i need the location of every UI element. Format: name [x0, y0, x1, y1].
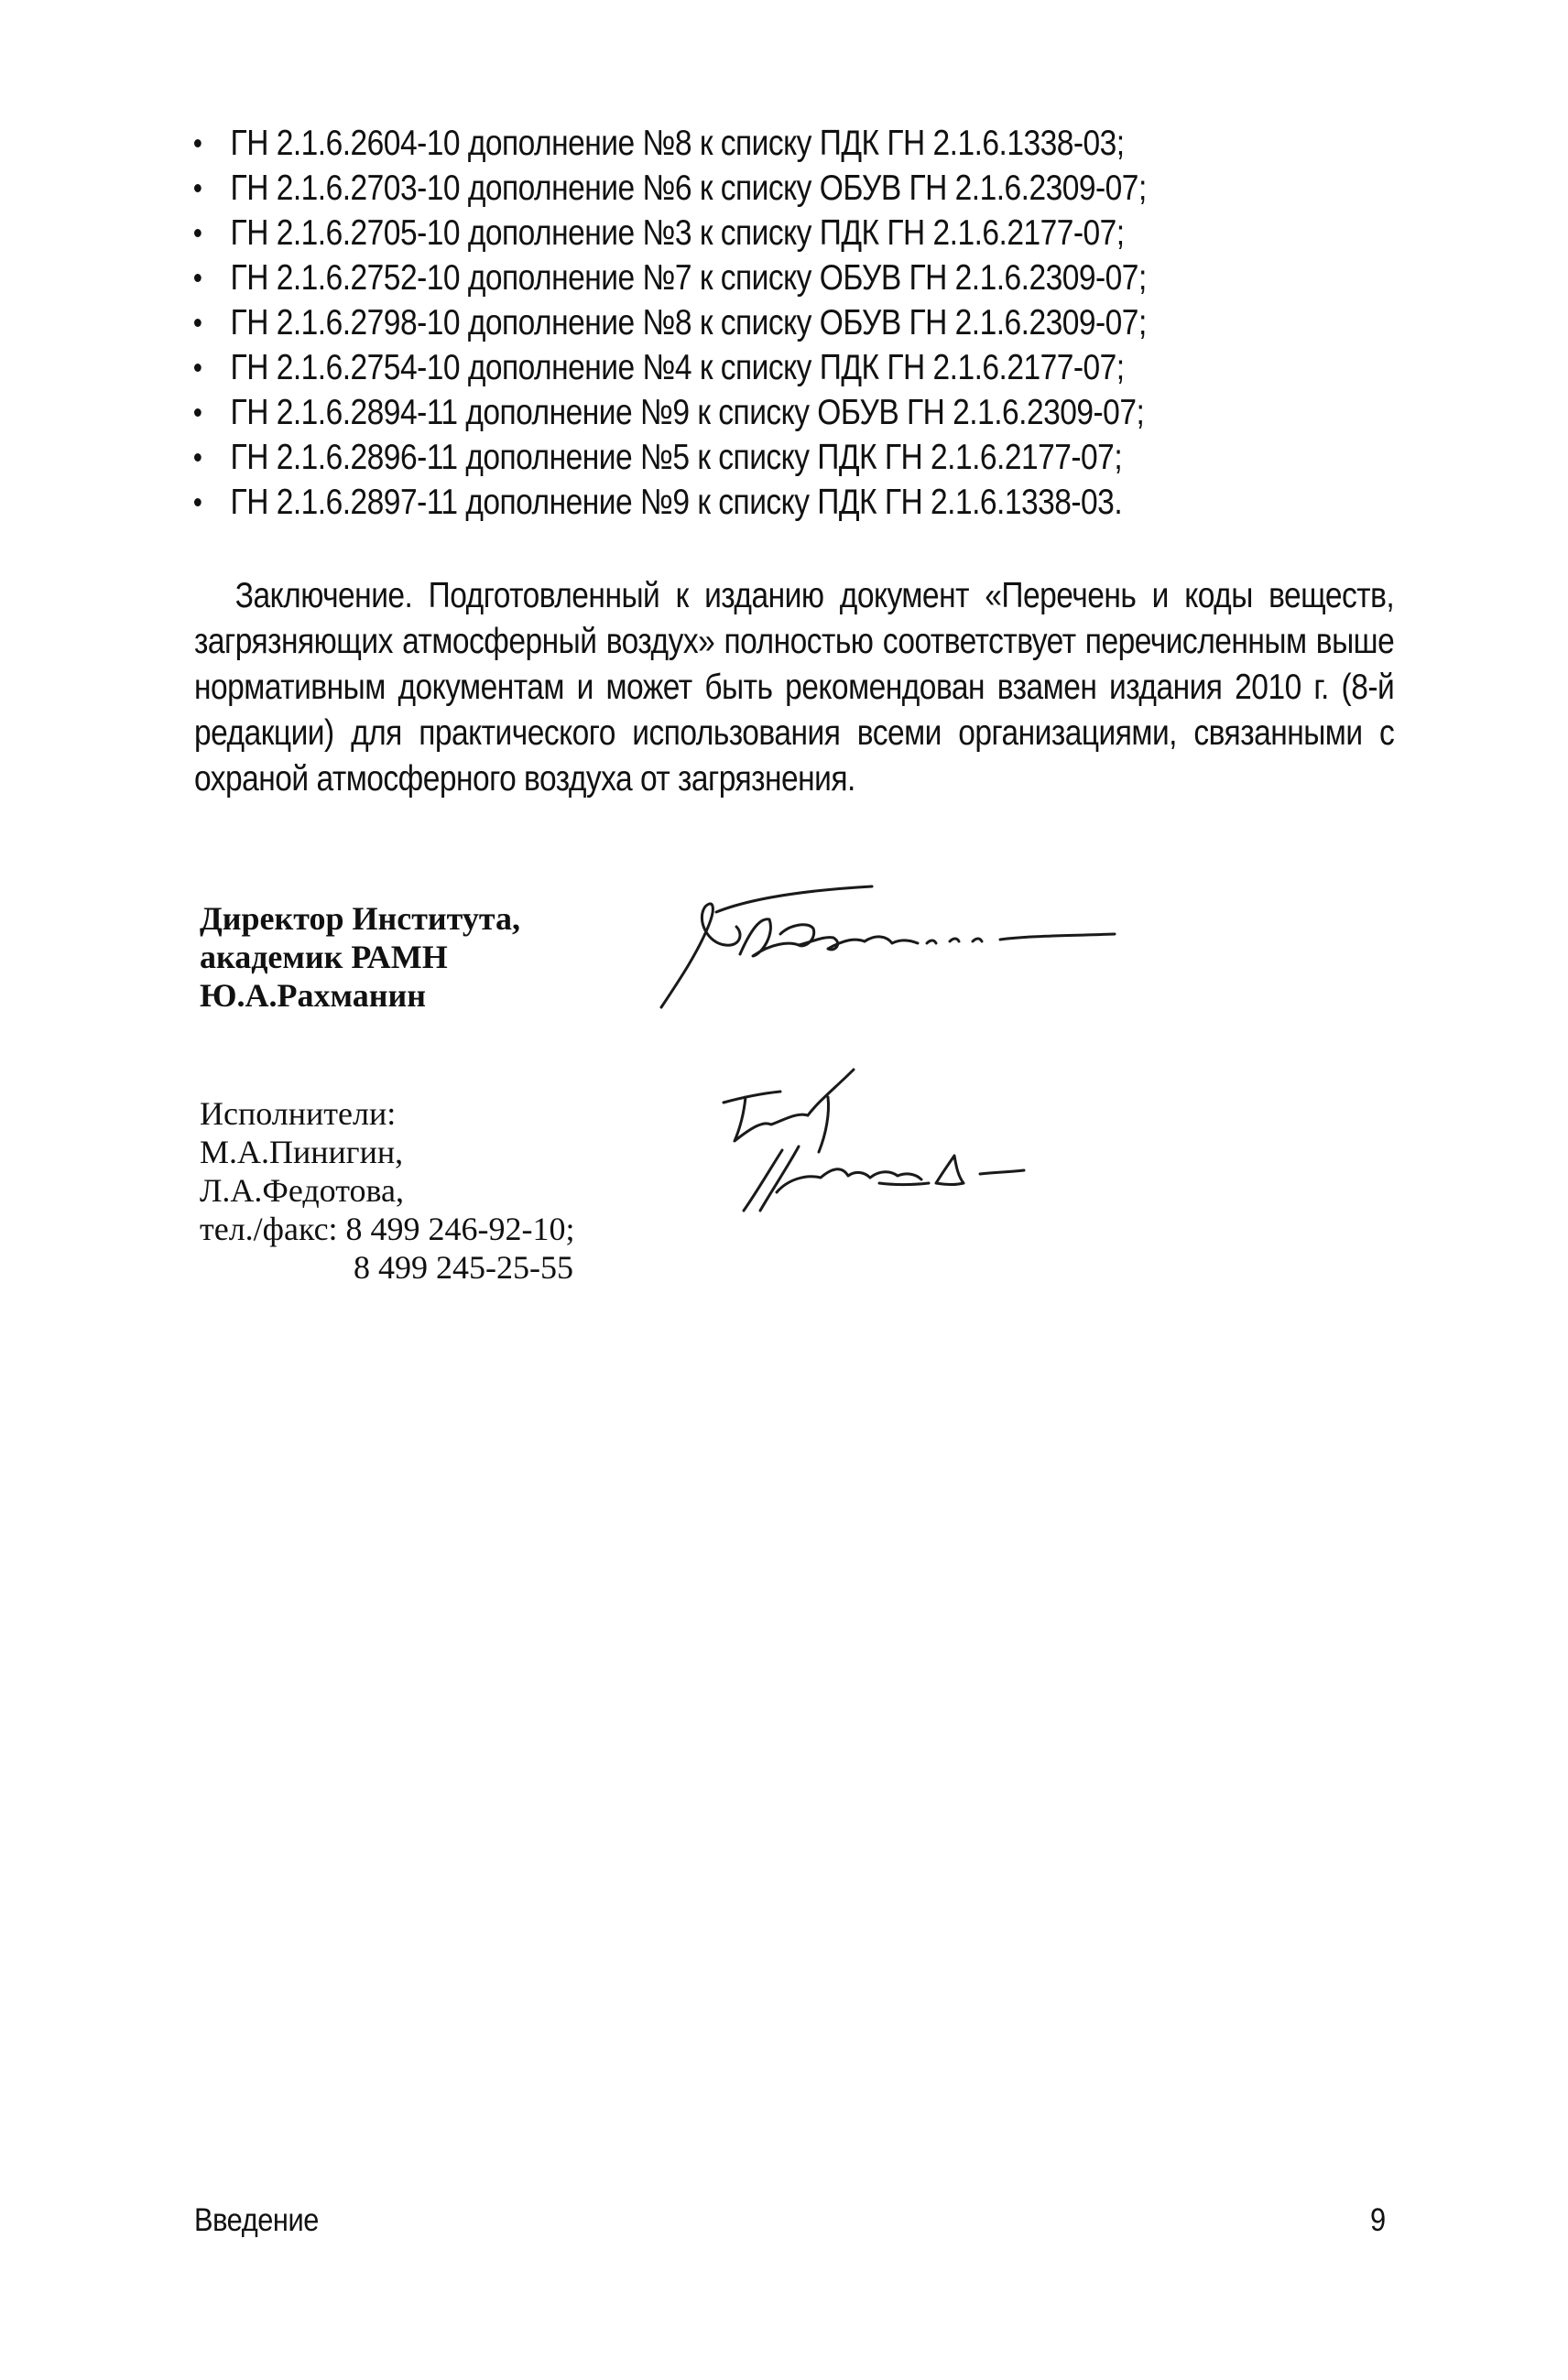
list-item-text: ГН 2.1.6.2897-11 дополнение №9 к списку ПДК ГН 2.1.6.1338-03. — [230, 483, 1123, 522]
executors-heading: Исполнители: — [200, 1095, 397, 1132]
list-item-text: ГН 2.1.6.2604-10 дополнение №8 к списку ПДК ГН 2.1.6.1338-03; — [230, 124, 1125, 163]
bullet-icon — [194, 274, 201, 282]
list-item-text: ГН 2.1.6.2703-10 дополнение №6 к списку ОБУВ ГН 2.1.6.2309-07; — [230, 168, 1147, 208]
list-item — [194, 121, 1234, 166]
list-item — [194, 480, 1234, 525]
bullet-icon — [194, 184, 201, 192]
bullet-icon — [194, 408, 201, 417]
bullet-icon — [194, 139, 201, 147]
executors-block — [200, 1094, 575, 1287]
bullet-icon — [194, 453, 201, 462]
list-item-text: ГН 2.1.6.2798-10 дополнение №8 к списку ОБУВ ГН 2.1.6.2309-07; — [230, 303, 1147, 342]
list-item — [194, 166, 1234, 211]
bullet-icon — [194, 364, 201, 372]
conclusion-line: охраной атмосферного воздуха от загрязнения. — [194, 759, 855, 799]
conclusion-paragraph — [194, 573, 1394, 802]
phone-line: тел./факс: 8 499 246-92-10; — [200, 1211, 575, 1247]
phone-line-2: 8 499 245-25-55 — [354, 1249, 573, 1286]
list-item — [194, 390, 1234, 435]
director-title: Директор Института, — [200, 900, 520, 937]
director-name: Ю.А.Рахманин — [200, 977, 427, 1014]
footer-section-title: Введение — [194, 2202, 319, 2238]
director-block — [200, 899, 520, 1015]
list-item-text: ГН 2.1.6.2896-11 дополнение №5 к списку ПДК ГН 2.1.6.2177-07; — [230, 438, 1123, 477]
conclusion-line: нормативным документам и может быть рекомендован взамен издания 2010 г. (8-й — [194, 668, 1395, 707]
list-item-text: ГН 2.1.6.2894-11 дополнение №9 к списку ОБУВ ГН 2.1.6.2309-07; — [230, 393, 1145, 432]
list-item-text: ГН 2.1.6.2752-10 дополнение №7 к списку ОБУВ ГН 2.1.6.2309-07; — [230, 258, 1147, 298]
conclusion-line: загрязняющих атмосферный воздух» полностью соответствует перечисленным выше — [194, 622, 1395, 661]
director-rank: академик РАМН — [200, 939, 448, 975]
list-item-text: ГН 2.1.6.2754-10 дополнение №4 к списку ПДК ГН 2.1.6.2177-07; — [230, 348, 1125, 387]
executor-name: Л.А.Федотова, — [200, 1172, 404, 1209]
bullet-icon — [194, 229, 201, 237]
list-item — [194, 300, 1234, 345]
executor-signature-2 — [733, 1119, 1035, 1220]
executor-name: М.А.Пинигин, — [200, 1134, 404, 1170]
bullet-icon — [194, 319, 201, 327]
director-signature — [652, 879, 1128, 1016]
list-item — [194, 211, 1234, 255]
list-item — [194, 255, 1234, 300]
list-item-text: ГН 2.1.6.2705-10 дополнение №3 к списку ПДК ГН 2.1.6.2177-07; — [230, 213, 1125, 253]
conclusion-line: редакции) для практического использования всеми организациями, связанными с — [194, 713, 1395, 753]
list-item — [194, 345, 1234, 390]
list-item — [194, 435, 1234, 480]
bullet-icon — [194, 498, 201, 506]
page-number: 9 — [1370, 2202, 1387, 2238]
standards-list — [194, 121, 1403, 525]
conclusion-line: Заключение. Подготовленный к изданию документ «Перечень и коды веществ, — [234, 576, 1395, 615]
